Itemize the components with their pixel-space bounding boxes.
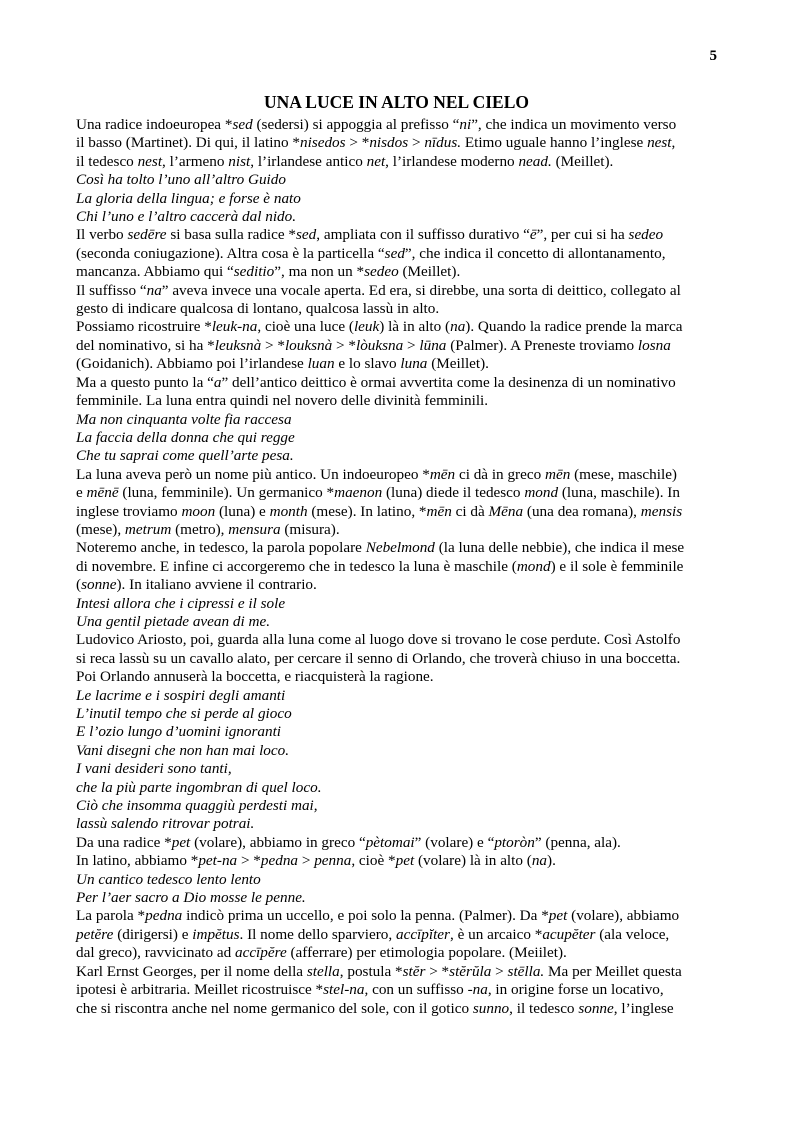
paragraph: La parola *pedna indicò prima un uccello, e poi solo la penna. (Palmer). Da *pet (volare), abbiamo petĕre (dirigersi) e impĕtus. Il nome dello sparviero, accīpĭter, è un arcaico *acupĕter (ala veloce, dal greco), ravvicinato ad accīpĕre (afferrare) per etimologia popolare. (Meiilet).: [76, 907, 680, 962]
paragraph: Una radice indoeuropea *sed (sedersi) si appoggia al prefisso “ni”, che indica un movimento verso il basso (Martinet). Di qui, il latino *nisedos > *nisdos > nīdus. Etimo uguale hanno l’inglese nest, il tedesco nest, l’armeno nist, l’irlandese antico net, l’irlandese moderno nead. (Meillet).: [76, 116, 677, 170]
paragraph: Ma a questo punto la “a” dell’antico deittico è ormai avvertita come la desinenza di un nominativo femminile. La luna entra quindi nel novero delle divinità femminili.: [76, 373, 676, 410]
verse-line: Un cantico tedesco lento lento: [76, 870, 261, 888]
verse-line: Chi l’uno e l’altro caccerà dal nido.: [76, 208, 297, 226]
verse-line: lassù salendo ritrovar potrai.: [76, 815, 255, 833]
verse-line: Una gentil pietade avean di me.: [76, 612, 271, 630]
verse-quote: [76, 871, 722, 908]
verse-line: I vani desideri sono tanti,: [76, 760, 232, 778]
page-title: UNA LUCE IN ALTO NEL CIELO: [263, 92, 530, 112]
paragraph: Ludovico Ariosto, poi, guarda alla luna come al luogo dove si trovano le cose perdute. Così Astolfo si reca lassù su un cavallo alato, per cercare il senno di Orlando, che troverà chiuso in una boccetta. Poi Orlando annuserà la boccetta, e riacquisterà la ragione.: [76, 631, 681, 686]
verse-line: Ciò che insomma quaggiù perdesti mai,: [76, 797, 318, 815]
paragraph: In latino, abbiamo *pet-na > *pedna > penna, cioè *pet (volare) là in alto (na).: [76, 852, 556, 870]
verse-line: La gloria della lingua; e forse è nato: [76, 189, 301, 207]
verse-line: Vani disegni che non han mai loco.: [76, 741, 290, 759]
paragraph: Karl Ernst Georges, per il nome della stella, postula *stĕr > *stĕrŭla > stēlla. Ma per Meillet questa ipotesi è arbitraria. Meillet ricostruisce *stel-na, con un suffisso -na, in origine forse un locativo, che si riscontra anche nel nome germanico del sole, con il gotico sunno, il tedesco sonne, l’inglese: [76, 962, 682, 1017]
verse-line: E l’ozio lungo d’uomini ignoranti: [76, 723, 282, 741]
verse-line: La faccia della donna che qui regge: [76, 428, 295, 446]
verse-quote: [76, 411, 722, 466]
verse-quote: [76, 687, 722, 834]
verse-line: Così ha tolto l’uno all’altro Guido: [76, 171, 286, 189]
paragraph: Possiamo ricostruire *leuk-na, cioè una luce (leuk) là in alto (na). Quando la radice prende la marca del nominativo, si ha *leuksnà > *louksnà > *lòuksna > lūna (Palmer). A Preneste troviamo losna (Goidanich). Abbiamo poi l’irlandese luan e lo slavo luna (Meillet).: [76, 318, 683, 373]
verse-line: che la più parte ingombran di quel loco.: [76, 778, 322, 796]
paragraph: Da una radice *pet (volare), abbiamo in greco “pètomai” (volare) e “ptoròn” (penna, ala).: [76, 833, 621, 851]
document-body: [76, 116, 722, 1018]
verse-line: Per l’aer sacro a Dio mosse le penne.: [76, 889, 306, 907]
verse-quote: [76, 595, 722, 632]
verse-line: Le lacrime e i sospiri degli amanti: [76, 686, 286, 704]
paragraph: Il suffisso “na” aveva invece una vocale aperta. Ed era, si direbbe, una sorta di deittico, collegato al gesto di indicare qualcosa di lontano, qualcosa lassù in alto.: [76, 281, 681, 318]
paragraph: La luna aveva però un nome più antico. Un indoeuropeo *mēn ci dà in greco mēn (mese, maschile) e mēnē (luna, femminile). Un germanico *maenon (luna) diede il tedesco mond (luna, maschile). In inglese troviamo moon (luna) e month (mese). In latino, *mēn ci dà Mēna (una dea romana), mensis (mese), metrum (metro), mensura (misura).: [76, 465, 683, 538]
verse-line: Che tu saprai come quell’arte pesa.: [76, 447, 294, 465]
page-number: 5: [709, 48, 717, 64]
verse-quote: [76, 171, 722, 226]
paragraph: Il verbo sedēre si basa sulla radice *sed, ampliata con il suffisso durativo “ē”, per cui si ha sedeo (seconda coniugazione). Altra cosa è la particella “sed”, che indica il concetto di allontanamento, mancanza. Abbiamo qui “seditio”, ma non un *sedeo (Meillet).: [76, 226, 666, 281]
verse-line: Intesi allora che i cipressi e il sole: [76, 594, 286, 612]
paragraph: Noteremo anche, in tedesco, la parola popolare Nebelmond (la luna delle nebbie), che indica il mese di novembre. E infine ci accorgeremo che in tedesco la luna è maschile (mond) e il sole è femminile (sonne). In italiano avviene il contrario.: [76, 539, 685, 594]
verse-line: Ma non cinquanta volte fia raccesa: [76, 410, 292, 428]
verse-line: L’inutil tempo che si perde al gioco: [76, 705, 292, 722]
